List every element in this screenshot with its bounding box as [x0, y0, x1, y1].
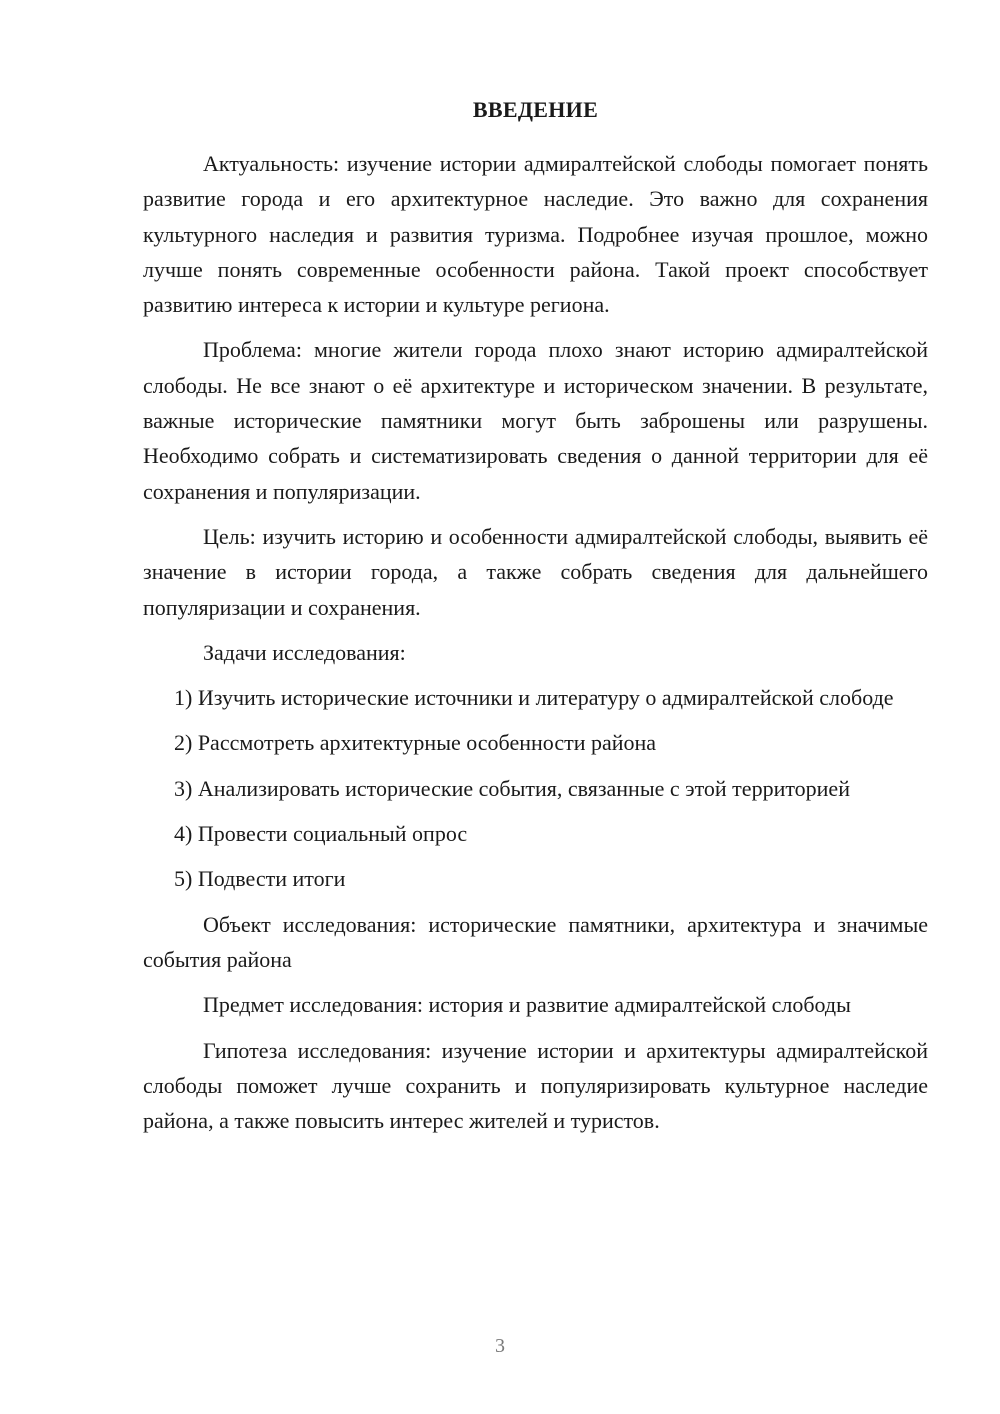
paragraph-subject: Предмет исследования: история и развитие адмиралтейской слободы [203, 992, 851, 1018]
paragraph-object: Объект исследования: исторические памятники, архитектура и значимые события района [143, 911, 928, 972]
tasks-heading: Задачи исследования: [203, 639, 406, 665]
paragraph-problem: Проблема: многие жители города плохо знают историю адмиралтейской слободы. Не все знают о её архитектуре и историческом значении. В результате, важные исторические памятники могут быть заброшены или разрушены. Необходимо собрать и систематизировать сведения о данной территории для её сохранения и популяризации. [143, 337, 928, 504]
paragraph-hypothesis: Гипотеза исследования: изучение истории и архитектуры адмиралтейской слободы поможет лучше сохранить и популяризировать культурное наследие района, а также повысить интерес жителей и туристов. [143, 1037, 928, 1134]
paragraph-relevance: Актуальность: изучение истории адмиралтейской слободы помогает понять развитие города и его архитектурное наследие. Это важно для сохранения культурного наследия и развития туризма. Подробнее изучая прошлое, можно лучше понять современные особенности района. Такой проект способствует развитию интереса к истории и культуре региона. [143, 151, 928, 318]
list-item: 1) Изучить исторические источники и литературу о адмиралтейской слободе [174, 685, 894, 711]
list-item: 3) Анализировать исторические события, связанные с этой территорией [174, 775, 850, 801]
page-number: 3 [495, 1335, 505, 1357]
document-page [143, 92, 928, 1138]
list-item: 5) Подвести итоги [174, 866, 346, 892]
paragraph-goal: Цель: изучить историю и особенности адмиралтейской слободы, выявить её значение в истории города, а также собрать сведения для дальнейшего популяризации и сохранения. [143, 523, 928, 620]
list-item: 4) Провести социальный опрос [174, 821, 468, 847]
document-title: ВВЕДЕНИЕ [472, 97, 599, 122]
tasks-list [143, 680, 928, 896]
list-item: 2) Рассмотреть архитектурные особенности района [174, 730, 657, 756]
